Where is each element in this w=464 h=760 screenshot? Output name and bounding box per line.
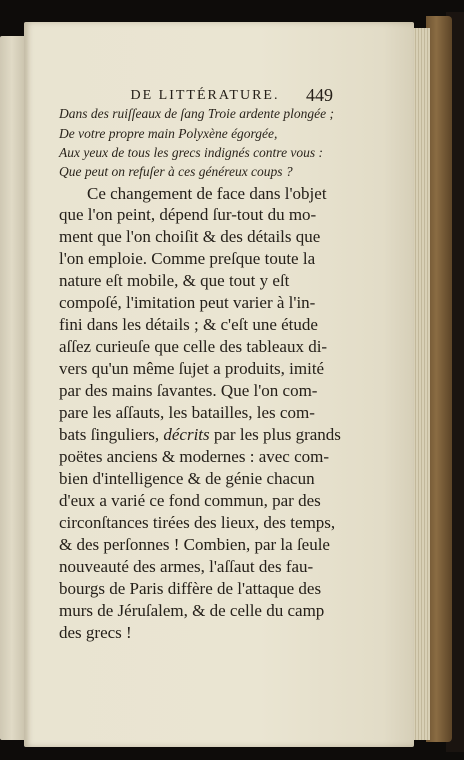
- prose-line: vers qu'un même ſujet a produits, imité: [59, 359, 325, 378]
- prose-line: murs de Jéruſalem, & de celle du camp: [59, 601, 325, 620]
- italic-word: décrits: [163, 425, 210, 444]
- prose-segment: par les plus grands: [213, 425, 341, 444]
- prose-segment: bats ſinguliers,: [59, 425, 160, 444]
- prose-line: poëtes anciens & modernes : avec com-: [59, 447, 330, 466]
- prose-line: aſſez curieuſe que celle des tableaux di-: [59, 337, 328, 356]
- prose-line: des grecs !: [59, 623, 132, 642]
- verse-line: Dans des ruiſſeaux de ſang Troie ardente plongée ;: [59, 106, 334, 121]
- verse-line: Aux yeux de tous les grecs indignés contre vous :: [59, 145, 324, 160]
- prose-line: Ce changement de face dans l'objet: [87, 184, 327, 203]
- running-head: DE LITTÉRATURE.: [130, 88, 280, 103]
- prose-line: & des perſonnes ! Combien, par la ſeule: [59, 535, 330, 554]
- prose-line: l'on emploie. Comme preſque toute la: [59, 249, 316, 268]
- prose-line: nature eſt mobile, & que tout y eſt: [59, 271, 290, 290]
- prose-line: que l'on peint, dépend ſur-tout du mo-: [59, 205, 317, 224]
- verse-line: Que peut on refuſer à ces généreux coups ?: [59, 164, 293, 179]
- prose-line: ment que l'on choiſit & des détails que: [59, 227, 321, 246]
- prose-line: compoſé, l'imitation peut varier à l'in-: [59, 293, 316, 312]
- prose-line: circonſtances tirées des lieux, des temps,: [59, 513, 336, 532]
- prose-line: [59, 425, 389, 445]
- prose-line: pare les aſſauts, les batailles, les com-: [59, 403, 315, 422]
- prose-line: d'eux a varié ce fond commun, par des: [59, 491, 321, 510]
- verse-line: De votre propre main Polyxène égorgée,: [59, 126, 278, 141]
- facing-page-edge: [0, 36, 26, 740]
- prose-line: bourgs de Paris diffère de l'attaque des: [59, 579, 322, 598]
- prose-line: par des mains ſavantes. Que l'on com-: [59, 381, 318, 400]
- prose-line: bien d'intelligence & de génie chacun: [59, 469, 315, 488]
- prose-line: nouveauté des armes, l'aſſaut des fau-: [59, 557, 314, 576]
- page-number: 449: [306, 85, 333, 105]
- prose-line: fini dans les détails ; & c'eſt une étude: [59, 315, 318, 334]
